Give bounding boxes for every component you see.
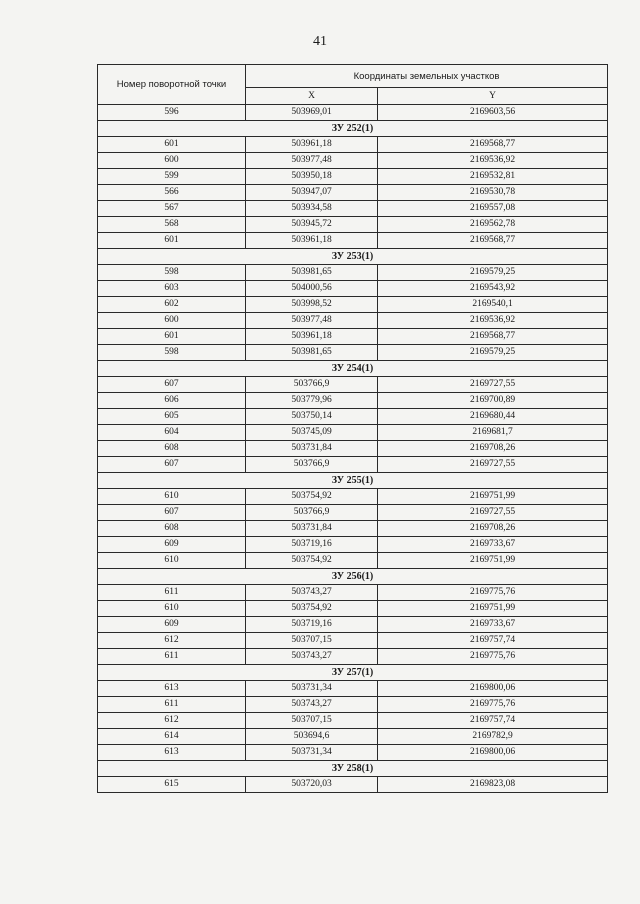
x-coordinate-cell: 503754,92 [246,553,378,569]
table-row [98,169,608,185]
point-number-cell: 601 [98,329,246,345]
y-coordinate-cell: 2169568,77 [378,329,608,345]
coordinates-header: Координаты земельных участков [246,65,608,88]
point-number-cell: 608 [98,441,246,457]
x-coordinate-cell: 503731,34 [246,745,378,761]
y-coordinate-cell: 2169727,55 [378,377,608,393]
table-row [98,729,608,745]
x-coordinate-cell: 503754,92 [246,601,378,617]
parcel-group-row [98,761,608,777]
y-coordinate-cell: 2169775,76 [378,649,608,665]
point-number-cell: 607 [98,377,246,393]
point-number-cell: 598 [98,265,246,281]
table-row [98,185,608,201]
y-coordinate-cell: 2169536,92 [378,313,608,329]
point-number-cell: 596 [98,105,246,121]
point-number-cell: 607 [98,505,246,521]
point-number-cell: 613 [98,745,246,761]
table-row [98,233,608,249]
y-coordinate-cell: 2169680,44 [378,409,608,425]
y-coordinate-cell: 2169540,1 [378,297,608,313]
y-coordinate-cell: 2169775,76 [378,585,608,601]
table-row [98,681,608,697]
point-number-cell: 613 [98,681,246,697]
x-coordinate-cell: 503977,48 [246,313,378,329]
table-row [98,377,608,393]
x-coordinate-cell: 504000,56 [246,281,378,297]
point-number-header: Номер поворотной точки [98,65,246,105]
y-header: Y [378,88,608,105]
x-coordinate-cell: 503947,07 [246,185,378,201]
y-coordinate-cell: 2169751,99 [378,553,608,569]
x-coordinate-cell: 503731,84 [246,441,378,457]
y-coordinate-cell: 2169727,55 [378,505,608,521]
page-number: 41 [313,34,327,49]
x-coordinate-cell: 503754,92 [246,489,378,505]
parcel-label: ЗУ 257(1) [98,665,608,681]
table-row [98,457,608,473]
x-coordinate-cell: 503719,16 [246,537,378,553]
table-row [98,281,608,297]
y-coordinate-cell: 2169708,26 [378,441,608,457]
point-number-cell: 610 [98,601,246,617]
table-row [98,537,608,553]
parcel-group-row [98,121,608,137]
parcel-group-row [98,361,608,377]
table-row [98,409,608,425]
point-number-cell: 603 [98,281,246,297]
y-coordinate-cell: 2169733,67 [378,537,608,553]
table-row [98,553,608,569]
y-coordinate-cell: 2169532,81 [378,169,608,185]
table-row [98,345,608,361]
x-coordinate-cell: 503766,9 [246,457,378,473]
table-row [98,313,608,329]
parcel-label: ЗУ 254(1) [98,361,608,377]
y-coordinate-cell: 2169700,89 [378,393,608,409]
table-row [98,505,608,521]
point-number-cell: 612 [98,713,246,729]
point-number-cell: 601 [98,233,246,249]
table-row [98,697,608,713]
point-number-cell: 609 [98,617,246,633]
x-coordinate-cell: 503707,15 [246,713,378,729]
point-number-cell: 608 [98,521,246,537]
point-number-cell: 604 [98,425,246,441]
x-coordinate-cell: 503945,72 [246,217,378,233]
table-body [98,105,608,793]
table-row [98,393,608,409]
point-number-cell: 598 [98,345,246,361]
table-row [98,137,608,153]
point-number-cell: 600 [98,313,246,329]
point-number-cell: 611 [98,697,246,713]
point-number-cell: 611 [98,649,246,665]
point-number-cell: 566 [98,185,246,201]
y-coordinate-cell: 2169579,25 [378,345,608,361]
parcel-label: ЗУ 258(1) [98,761,608,777]
y-coordinate-cell: 2169823,08 [378,777,608,793]
y-coordinate-cell: 2169568,77 [378,233,608,249]
table-row [98,649,608,665]
point-number-cell: 615 [98,777,246,793]
table-row [98,777,608,793]
point-number-cell: 599 [98,169,246,185]
y-coordinate-cell: 2169557,08 [378,201,608,217]
point-number-cell: 610 [98,553,246,569]
point-number-cell: 602 [98,297,246,313]
y-coordinate-cell: 2169800,06 [378,681,608,697]
y-coordinate-cell: 2169727,55 [378,457,608,473]
table-row [98,521,608,537]
y-coordinate-cell: 2169568,77 [378,137,608,153]
parcel-group-row [98,249,608,265]
x-coordinate-cell: 503743,27 [246,649,378,665]
x-coordinate-cell: 503743,27 [246,585,378,601]
coordinates-table [97,64,608,793]
y-coordinate-cell: 2169733,67 [378,617,608,633]
table-row [98,441,608,457]
x-header: X [246,88,378,105]
point-number-cell: 614 [98,729,246,745]
parcel-label: ЗУ 253(1) [98,249,608,265]
point-number-cell: 606 [98,393,246,409]
x-coordinate-cell: 503707,15 [246,633,378,649]
point-number-cell: 609 [98,537,246,553]
point-number-cell: 600 [98,153,246,169]
x-coordinate-cell: 503977,48 [246,153,378,169]
x-coordinate-cell: 503969,01 [246,105,378,121]
table-row [98,201,608,217]
y-coordinate-cell: 2169751,99 [378,601,608,617]
x-coordinate-cell: 503766,9 [246,505,378,521]
x-coordinate-cell: 503950,18 [246,169,378,185]
x-coordinate-cell: 503998,52 [246,297,378,313]
x-coordinate-cell: 503961,18 [246,329,378,345]
table-row [98,745,608,761]
y-coordinate-cell: 2169751,99 [378,489,608,505]
point-number-cell: 607 [98,457,246,473]
point-number-cell: 610 [98,489,246,505]
y-coordinate-cell: 2169800,06 [378,745,608,761]
x-coordinate-cell: 503719,16 [246,617,378,633]
table-row [98,633,608,649]
x-coordinate-cell: 503766,9 [246,377,378,393]
y-coordinate-cell: 2169536,92 [378,153,608,169]
table-row [98,217,608,233]
x-coordinate-cell: 503731,84 [246,521,378,537]
y-coordinate-cell: 2169681,7 [378,425,608,441]
y-coordinate-cell: 2169530,78 [378,185,608,201]
parcel-group-row [98,473,608,489]
table-row [98,105,608,121]
x-coordinate-cell: 503779,96 [246,393,378,409]
x-coordinate-cell: 503934,58 [246,201,378,217]
y-coordinate-cell: 2169757,74 [378,633,608,649]
x-coordinate-cell: 503731,34 [246,681,378,697]
y-coordinate-cell: 2169543,92 [378,281,608,297]
y-coordinate-cell: 2169708,26 [378,521,608,537]
table-row [98,713,608,729]
x-coordinate-cell: 503981,65 [246,265,378,281]
point-number-cell: 601 [98,137,246,153]
y-coordinate-cell: 2169757,74 [378,713,608,729]
table-row [98,153,608,169]
x-coordinate-cell: 503750,14 [246,409,378,425]
x-coordinate-cell: 503981,65 [246,345,378,361]
x-coordinate-cell: 503743,27 [246,697,378,713]
table-row [98,265,608,281]
table-row [98,585,608,601]
point-number-cell: 605 [98,409,246,425]
point-number-cell: 568 [98,217,246,233]
table-row [98,489,608,505]
x-coordinate-cell: 503720,03 [246,777,378,793]
parcel-label: ЗУ 252(1) [98,121,608,137]
x-coordinate-cell: 503694,6 [246,729,378,745]
table-row [98,297,608,313]
x-coordinate-cell: 503961,18 [246,137,378,153]
table-row [98,601,608,617]
parcel-group-row [98,665,608,681]
x-coordinate-cell: 503745,09 [246,425,378,441]
y-coordinate-cell: 2169603,56 [378,105,608,121]
y-coordinate-cell: 2169562,78 [378,217,608,233]
y-coordinate-cell: 2169579,25 [378,265,608,281]
parcel-label: ЗУ 256(1) [98,569,608,585]
point-number-cell: 611 [98,585,246,601]
parcel-label: ЗУ 255(1) [98,473,608,489]
table-row [98,617,608,633]
x-coordinate-cell: 503961,18 [246,233,378,249]
point-number-cell: 567 [98,201,246,217]
table-row [98,425,608,441]
parcel-group-row [98,569,608,585]
y-coordinate-cell: 2169775,76 [378,697,608,713]
point-number-cell: 612 [98,633,246,649]
y-coordinate-cell: 2169782,9 [378,729,608,745]
table-row [98,329,608,345]
